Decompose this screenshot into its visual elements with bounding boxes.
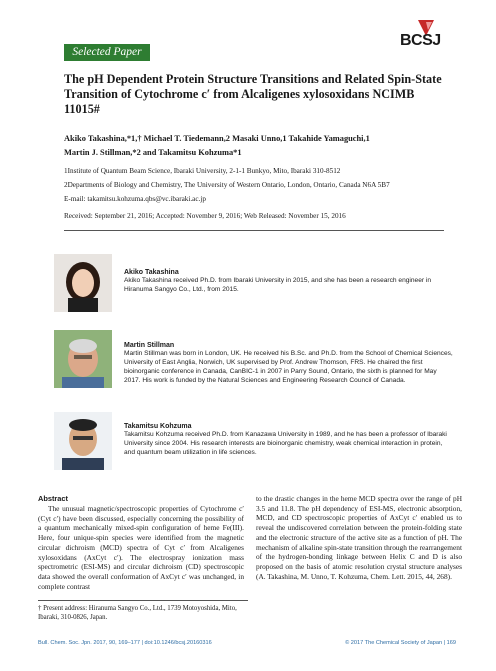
photo-martin-stillman [54,330,112,388]
abstract-column-1: The unusual magnetic/spectroscopic properties of Cytochrome c′ (Cyt c′) have been discussed, especially concerning the possibility of a quantum mechanically mixed-spin configuration of heme Fe(III). Here, four unique-spin species were identified from the magnetic circular dichroism (MCD) spectra of Cyt c′ from Alcaligenes xylosoxidans (AxCyt c′). The electrospray ionization mass spectrometric (ESI-MS) and circular dichroism (CD) spectroscopic data showed the overall conformation of AxCyt c′ was unchanged, in complete contrast [38,504,244,591]
photo-takamitsu-kohzuma [54,412,112,470]
photo-akiko-takashina [54,254,112,312]
bcsj-logo [386,14,446,60]
authors-line-2: Martin J. Stillman,*2 and Takamitsu Kohzuma*1 [64,147,242,157]
footer-citation[interactable]: Bull. Chem. Soc. Jpn. 2017, 90, 169–177 | doi:10.1246/bcsj.20160316 [38,640,212,646]
contact-email[interactable]: E-mail: takamitsu.kohzuma.qbs@vc.ibaraki.ac.jp [64,195,206,203]
received-dates: Received: September 21, 2016; Accepted: November 9, 2016; Web Released: November 15, 2016 [64,212,346,220]
paper-title: The pH Dependent Protein Structure Transitions and Related Spin-State Transition of Cytochrome c′ from Alcaligenes xylosoxidans NCIMB 11015# [64,72,442,116]
bio-text-stillman: Martin Stillman was born in London, UK. He received his B.Sc. and Ph.D. from the School of Chemical Sciences, University of East Anglia, Norwich, UK supervised by Prof. Andrew Thomson, FRS. He chaired the first bioinorganic conference in Canada, CanBIC-1 in 2007 in Parry Sound, Ontario, the sixth is planned for May 2017. His work is funded by the Natural Sciences and Engineering Research Council of Canada. [124,350,453,384]
affiliation-1: 1Institute of Quantum Beam Science, Ibaraki University, 2-1-1 Bunkyo, Mito, Ibaraki 310-8512 [64,167,341,175]
bcsj-logo-text: BCSJ [400,32,441,49]
bio-text-kohzuma: Takamitsu Kohzuma received Ph.D. from Kanazawa University in 1989, and he has been a professor of Ibaraki University since 2004. His research interests are bioinorganic chemistry, weak chemical interaction in protein, and quantum beam utilization in life sciences. [124,431,447,456]
authors-line-1: Akiko Takashina,*1,† Michael T. Tiedemann,2 Masaki Unno,1 Takahide Yamaguchi,1 [64,134,370,143]
portrait-man-outdoors-icon [54,330,112,388]
authors [64,132,444,159]
abstract-heading: Abstract [38,494,68,503]
header-divider [64,230,444,231]
footer-copyright: © 2017 The Chemical Society of Japan | 169 [345,640,456,646]
footnote: † Present address: Hiranuma Sangyo Co., Ltd., 1739 Motoyoshida, Mito, Ibaraki, 310-0826, Japan. [38,600,248,622]
selected-paper-badge: Selected Paper [64,44,150,61]
portrait-woman-icon [54,254,112,312]
bio-text-takashina: Akiko Takashina received Ph.D. from Ibaraki University in 2015, and she has been a research engineer in Hiranuma Sangyo Co., Ltd., from 2015. [124,277,432,293]
bio-name-takashina: Akiko Takashina [124,269,179,276]
bio-name-stillman: Martin Stillman [124,342,175,349]
bio-name-kohzuma: Takamitsu Kohzuma [124,423,192,430]
affiliation-2: 2Departments of Biology and Chemistry, The University of Western Ontario, London, Ontario, Canada N6A 5B7 [64,181,390,189]
portrait-man-icon [54,412,112,470]
abstract-column-2: to the drastic changes in the heme MCD spectra over the range of pH 3.5 and 11.8. The pH dependency of ESI-MS, electronic absorption, MCD, and CD spectroscopic properties of AxCyt c′ enabled us to reveal the undiscovered correlation between the protein-folding state and the electronic structure of the active site as a function of pH. The mechanism of alkaline spin-state transition through the rearrangement of the hydrogen-bonding linkage between Helix C and D is also proposed on the basis of atomic resolution crystal structure analyses (A. Takashina, M. Unno, T. Kohzuma, Chem. Lett. 2015, 44, 268). [256,494,462,581]
